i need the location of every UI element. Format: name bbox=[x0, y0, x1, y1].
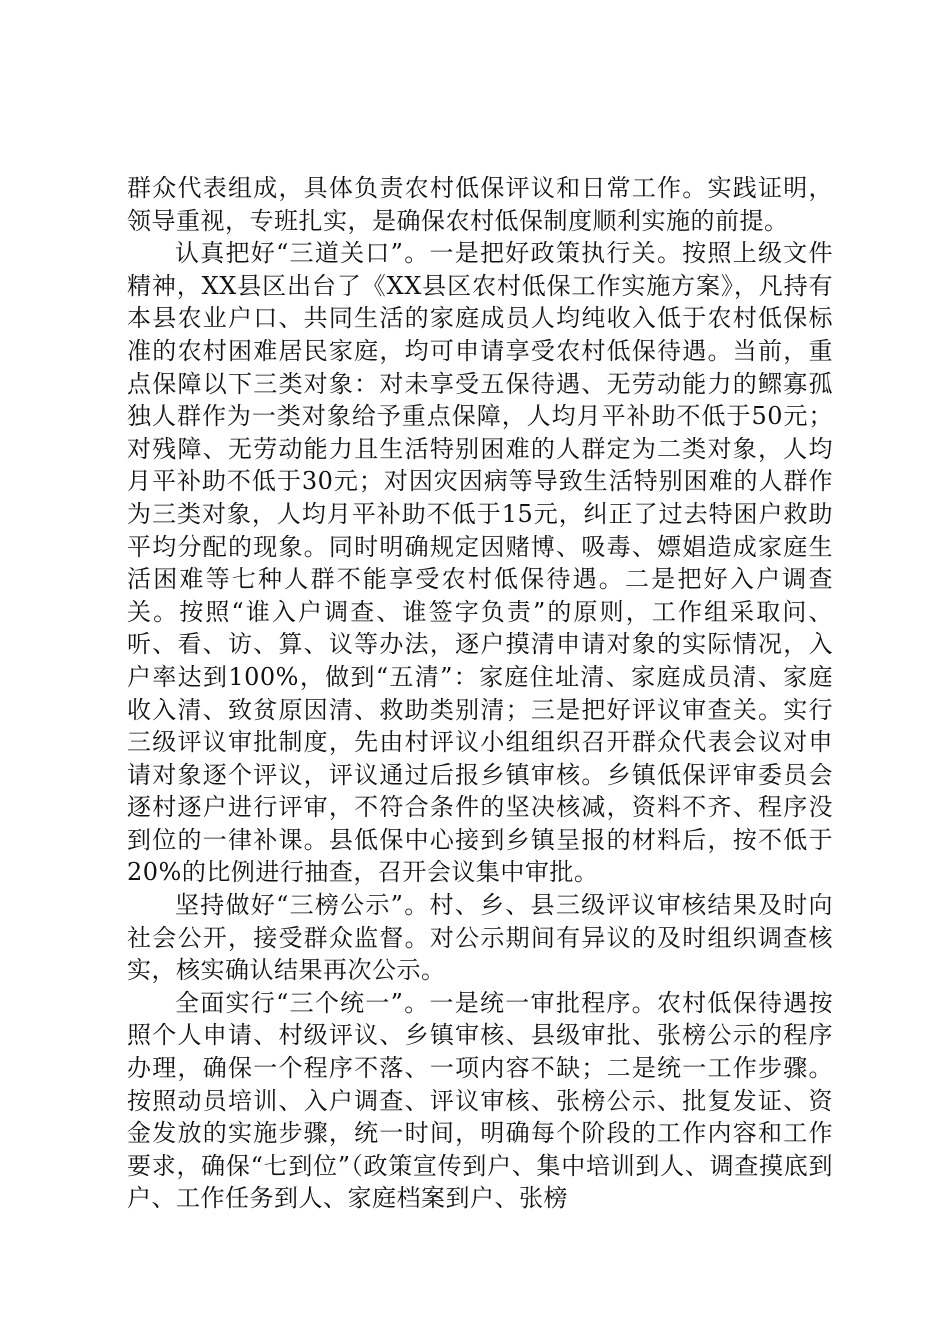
paragraph-2: 认真把好“三道关口”。一是把好政策执行关。按照上级文件精神，XX县区出台了《XX县区农村低保工作实施方案》，凡持有本县农业户口、共同生活的家庭成员人均纯收入低于农村低保标准的农村困难居民家庭，均可申请享受农村低保待遇。当前，重点保障以下三类对象：对未享受五保待遇、无劳动能力的鳏寡孤独人群作为一类对象给予重点保障，人均月平补助不低于50元；对残障、无劳动能力且生活特别困难的人群定为二类对象，人均月平补助不低于30元；对因灾因病等导致生活特别困难的人群作为三类对象，人均月平补助不低于15元，纠正了过去特困户救助平均分配的现象。同时明确规定因赌博、吸毒、嫖娼造成家庭生活困难等七种人群不能享受农村低保待遇。二是把好入户调查关。按照“谁入户调查、谁签字负责”的原则，工作组采取问、听、看、访、算、议等办法，逐户摸清申请对象的实际情况，入户率达到100%，做到“五清”：家庭住址清、家庭成员清、家庭收入清、致贫原因清、救助类别清；三是把好评议审查关。实行三级评议审批制度，先由村评议小组组织召开群众代表会议对申请对象逐个评议，评议通过后报乡镇审核。乡镇低保评审委员会逐村逐户进行评审，不符合条件的坚决核减，资料不齐、程序没到位的一律补课。县低保中心接到乡镇呈报的材料后，按不低于20%的比例进行抽查，召开会议集中审批。 bbox=[127, 239, 833, 887]
document-body bbox=[127, 172, 833, 1215]
paragraph-3: 坚持做好“三榜公示”。村、乡、县三级评议审核结果及时向社会公开，接受群众监督。对公示期间有异议的及时组织调查核实，核实确认结果再次公示。 bbox=[127, 891, 833, 985]
paragraph-1: 群众代表组成，具体负责农村低保评议和日常工作。实践证明，领导重视，专班扎实，是确保农村低保制度顺利实施的前提。 bbox=[127, 174, 833, 235]
paragraph-4: 全面实行“三个统一”。一是统一审批程序。农村低保待遇按照个人申请、村级评议、乡镇审核、县级审批、张榜公示的程序办理，确保一个程序不落、一项内容不缺；二是统一工作步骤。按照动员培训、入户调查、评议审核、张榜公示、批复发证、资金发放的实施步骤，统一时间，明确每个阶段的工作内容和工作要求，确保“七到位”（政策宣传到户、集中培训到人、调查摸底到户、工作任务到人、家庭档案到户、张榜 bbox=[127, 988, 833, 1213]
